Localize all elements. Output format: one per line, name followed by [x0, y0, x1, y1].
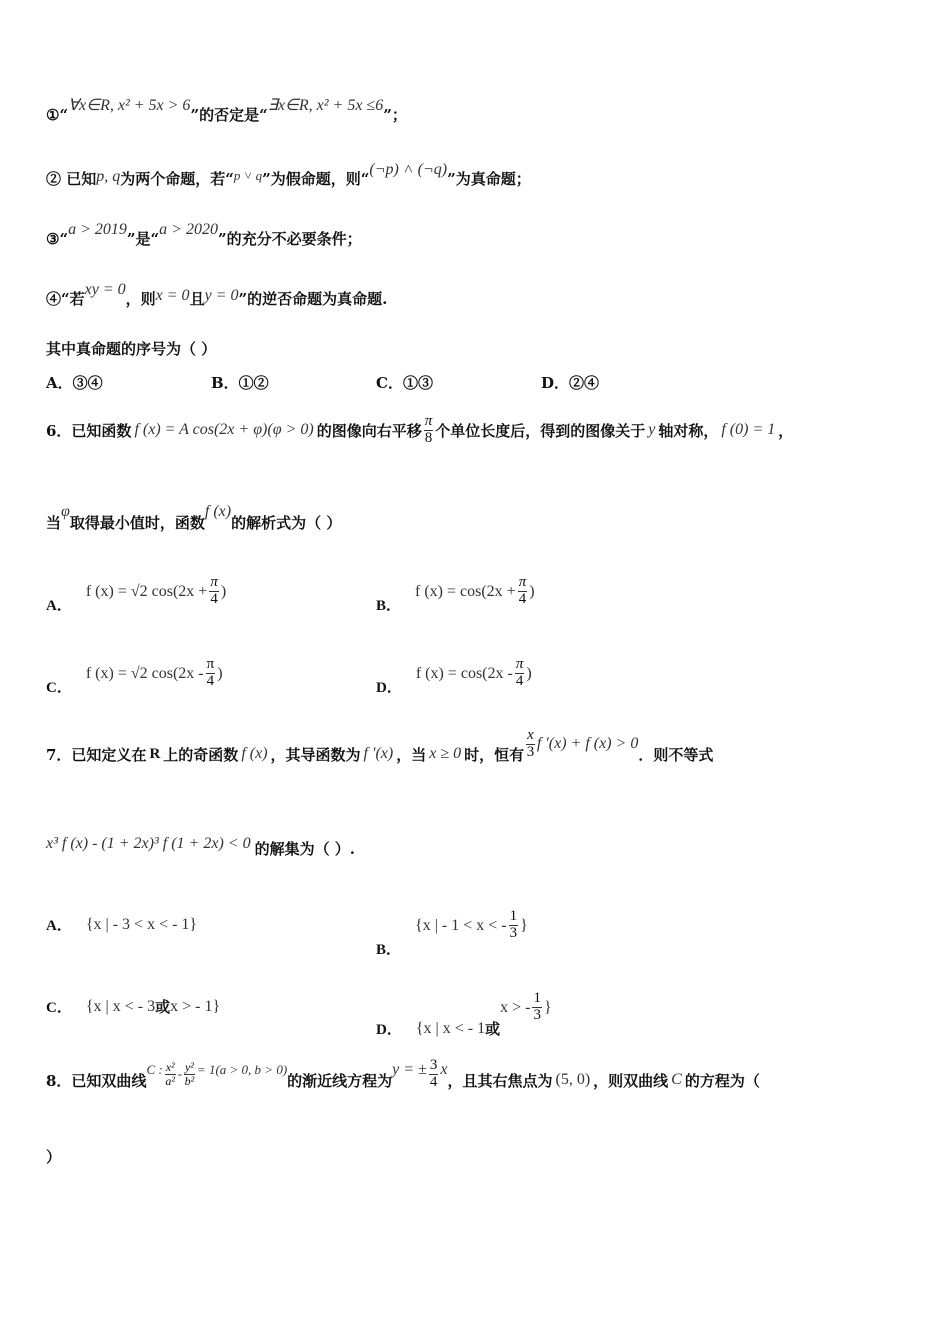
s4-num: ④“若	[46, 290, 85, 308]
q7-fden: 3	[526, 743, 535, 760]
q7-d-num: 1	[533, 990, 541, 1007]
s4-expr3: y = 0	[204, 287, 239, 304]
s1-mid: ”的否定是“	[190, 106, 268, 124]
q6-d-post: )	[526, 664, 532, 682]
q7-b-label: B．	[376, 942, 402, 958]
q8-b2: y²	[184, 1060, 194, 1075]
q7-b-frac	[509, 909, 519, 942]
q6-t2: 个单位长度后，得到的图像关于	[435, 421, 646, 440]
q7-a-label: A．	[46, 918, 72, 934]
q5-prompt	[46, 338, 910, 359]
q8-y2-frac	[184, 1061, 195, 1087]
statement-2	[46, 161, 910, 189]
q7-ineq2: x³ f (x) - (1 + 2x)³ f (1 + 2x) < 0	[46, 835, 251, 852]
q6-a-frac	[209, 575, 219, 608]
q7-x3-frac	[526, 728, 535, 761]
q7-c-or: 或	[155, 998, 171, 1016]
q7-t1: 上的奇函数	[163, 745, 239, 764]
q7-R: R	[149, 745, 161, 762]
q6-a-label: A．	[46, 598, 72, 614]
q6-t4: ，	[778, 421, 794, 440]
q6-fx: f (x)	[204, 503, 232, 520]
s3-t1: ”是“	[126, 230, 160, 248]
s2-expr2: (¬p) ˄ (¬q)	[369, 161, 448, 178]
q7-b-pre: {x | - 1 < x < -	[415, 916, 507, 934]
q6-d-den: 4	[515, 673, 524, 689]
q8-C: C :	[146, 1062, 163, 1078]
q6-l2a: 当	[46, 514, 62, 532]
q8-asym-frac	[429, 1058, 439, 1091]
q6-phi: φ	[61, 503, 70, 520]
q7-ineq: f ′(x) + f (x) > 0	[536, 735, 639, 753]
q7-c-label: C．	[46, 1000, 72, 1016]
q8-ax: x	[440, 1061, 448, 1079]
q6-func: f (x) = A cos(2x + φ)(φ > 0)	[134, 421, 314, 439]
q8-asym: y = ±	[392, 1061, 427, 1079]
q7-t5: ．则不等式	[638, 745, 714, 764]
q6-yaxis: y	[648, 421, 656, 439]
q5-option-a[interactable]: A．③④	[46, 374, 103, 392]
q7-lead: 7．已知定义在	[46, 745, 147, 764]
q6-c-den: 4	[206, 673, 215, 689]
s1-expr1: ∀x∈R, x² + 5x > 6	[68, 97, 191, 114]
q6-d-num: π	[515, 656, 524, 673]
q7-option-c[interactable]	[46, 996, 220, 1017]
q6-cond: f (0) = 1	[721, 421, 776, 439]
q7-t4: 时，恒有	[464, 745, 525, 764]
q8-lead: 8．已知双曲线	[46, 1071, 147, 1090]
q7-d-or: 或	[485, 1020, 501, 1038]
q6-option-c[interactable]	[46, 650, 223, 697]
q8-stem-line1	[46, 1057, 910, 1097]
s4-t1: ，则	[125, 290, 156, 308]
s2-t3: ”为真命题；	[447, 170, 531, 188]
q6-d-label: D．	[376, 680, 402, 696]
q6-l2b: 取得最小值时，函数	[69, 514, 205, 532]
s1-end: ”；	[383, 106, 407, 124]
q8-t4: 的方程为（	[684, 1071, 760, 1090]
q6-t3: 轴对称，	[658, 421, 719, 440]
q6-l2c: 的解析式为（ ）	[231, 514, 342, 532]
q7-c-pre: {x | x < - 3	[85, 997, 156, 1015]
q6-a-pre: f (x) = √2 cos(2x +	[85, 582, 208, 600]
q8-a2d: a²	[165, 1073, 175, 1088]
q8-anum: 3	[429, 1057, 438, 1073]
q5-option-c[interactable]: C．①③	[376, 374, 433, 392]
s4-t2: 且	[189, 290, 205, 308]
s2-expr1: p ˅ q	[233, 168, 263, 183]
q6-d-pre: f (x) = cos(2x -	[415, 664, 513, 682]
statement-3	[46, 221, 910, 249]
q6-c-post: )	[217, 664, 223, 682]
q6-lead: 6．已知函数	[46, 421, 132, 440]
q6-b-frac	[518, 575, 528, 608]
q7-d-frac	[532, 991, 542, 1024]
q8-x2-frac	[165, 1061, 176, 1087]
q7-t6: 的解集为（ ）.	[254, 840, 356, 858]
q7-option-a[interactable]	[46, 914, 197, 935]
statement-1	[46, 97, 910, 125]
q7-fpx: f ′(x)	[363, 745, 394, 763]
s2-t2: ”为假命题，则“	[262, 170, 370, 188]
q7-d-pre: {x | x < - 1	[415, 1019, 486, 1037]
q7-fnum: x	[527, 727, 534, 743]
q7-option-d[interactable]	[376, 976, 552, 1039]
q7-fx: f (x)	[241, 745, 268, 763]
s3-expr1: a > 2019	[68, 221, 127, 238]
q6-c-num: π	[206, 656, 215, 673]
q7-b-den: 3	[509, 925, 518, 941]
s4-t3: ”的逆否命题为真命题.	[238, 290, 388, 308]
statement-4	[46, 281, 910, 309]
q6-t1: 的图像向右平移	[316, 421, 422, 440]
s3-num: ③“	[46, 230, 69, 248]
q6-a-post: )	[220, 582, 227, 600]
q6-b-label: B．	[376, 598, 402, 614]
s2-num: ② 已知	[46, 170, 97, 188]
s1-num: ①“	[46, 106, 69, 124]
q7-t3: ，当	[396, 745, 427, 764]
q7-t2: ，其导函数为	[270, 745, 361, 764]
q7-cond: x ≥ 0	[429, 745, 462, 763]
s4-expr1: xy = 0	[84, 281, 126, 298]
q7-stem-line1	[46, 727, 910, 771]
q8-aden: 4	[429, 1073, 438, 1090]
q6-option-a[interactable]	[46, 568, 226, 615]
q5-prompt-text: 其中真命题的序号为（ ）	[46, 340, 217, 358]
q5-option-b[interactable]: B．①②	[211, 374, 269, 392]
s3-t2: ”的充分不必要条件；	[217, 230, 362, 248]
q6-a-num: π	[210, 574, 218, 591]
q7-d-den: 3	[533, 1007, 541, 1023]
q8-close: ）	[46, 1148, 62, 1166]
q7-d-post: }	[543, 998, 552, 1016]
q6-b-den: 4	[518, 591, 527, 607]
q6-b-num: π	[518, 574, 527, 591]
q6-shift-fraction	[424, 414, 434, 447]
q7-option-b[interactable]	[376, 892, 528, 959]
q8-b2d: b²	[184, 1073, 195, 1088]
q6-b-pre: f (x) = cos(2x +	[415, 582, 516, 600]
q6-c-pre: f (x) = √2 cos(2x -	[85, 664, 204, 682]
q6-d-frac	[515, 657, 525, 690]
s4-expr2: x = 0	[155, 287, 190, 304]
q6-frac-num: π	[424, 413, 433, 429]
q8-eqcond: = 1(a > 0, b > 0)	[196, 1062, 288, 1078]
q8-t2: ，且其右焦点为	[447, 1071, 553, 1090]
q8-a2: x²	[165, 1060, 175, 1075]
q7-stem-line2	[46, 835, 910, 859]
q7-a-text: {x | - 3 < x < - 1}	[85, 915, 198, 933]
q6-c-frac	[206, 657, 216, 690]
s2-t1: 为两个命题，若“	[120, 170, 234, 188]
q6-frac-den: 8	[424, 429, 433, 446]
q8-C2: C	[671, 1071, 682, 1089]
q5-option-d[interactable]: D．②④	[541, 374, 600, 392]
q6-option-d[interactable]	[376, 650, 532, 697]
s2-pq: p, q	[96, 168, 121, 185]
q8-minus: -	[177, 1066, 182, 1082]
q6-stem-line2	[46, 503, 910, 533]
q8-t1: 的渐近线方程为	[287, 1071, 393, 1090]
q7-d-mid: x > -	[500, 998, 531, 1016]
q6-b-post: )	[529, 582, 535, 600]
q6-option-b[interactable]	[376, 568, 535, 615]
q7-b-post: }	[520, 916, 528, 934]
q8-focus: (5, 0)	[555, 1071, 591, 1089]
q7-c-post: x > - 1}	[170, 997, 221, 1015]
q7-b-num: 1	[509, 908, 518, 925]
q6-stem-line1	[46, 414, 910, 447]
q7-d-label: D．	[376, 1022, 402, 1038]
q6-c-label: C．	[46, 680, 72, 696]
s1-expr2: ∃x∈R, x² + 5x ≤6	[267, 97, 384, 114]
q8-stem-line2	[46, 1146, 910, 1167]
q8-t3: ，则双曲线	[593, 1071, 669, 1090]
q6-a-den: 4	[210, 591, 218, 607]
s3-expr2: a > 2020	[159, 221, 218, 238]
